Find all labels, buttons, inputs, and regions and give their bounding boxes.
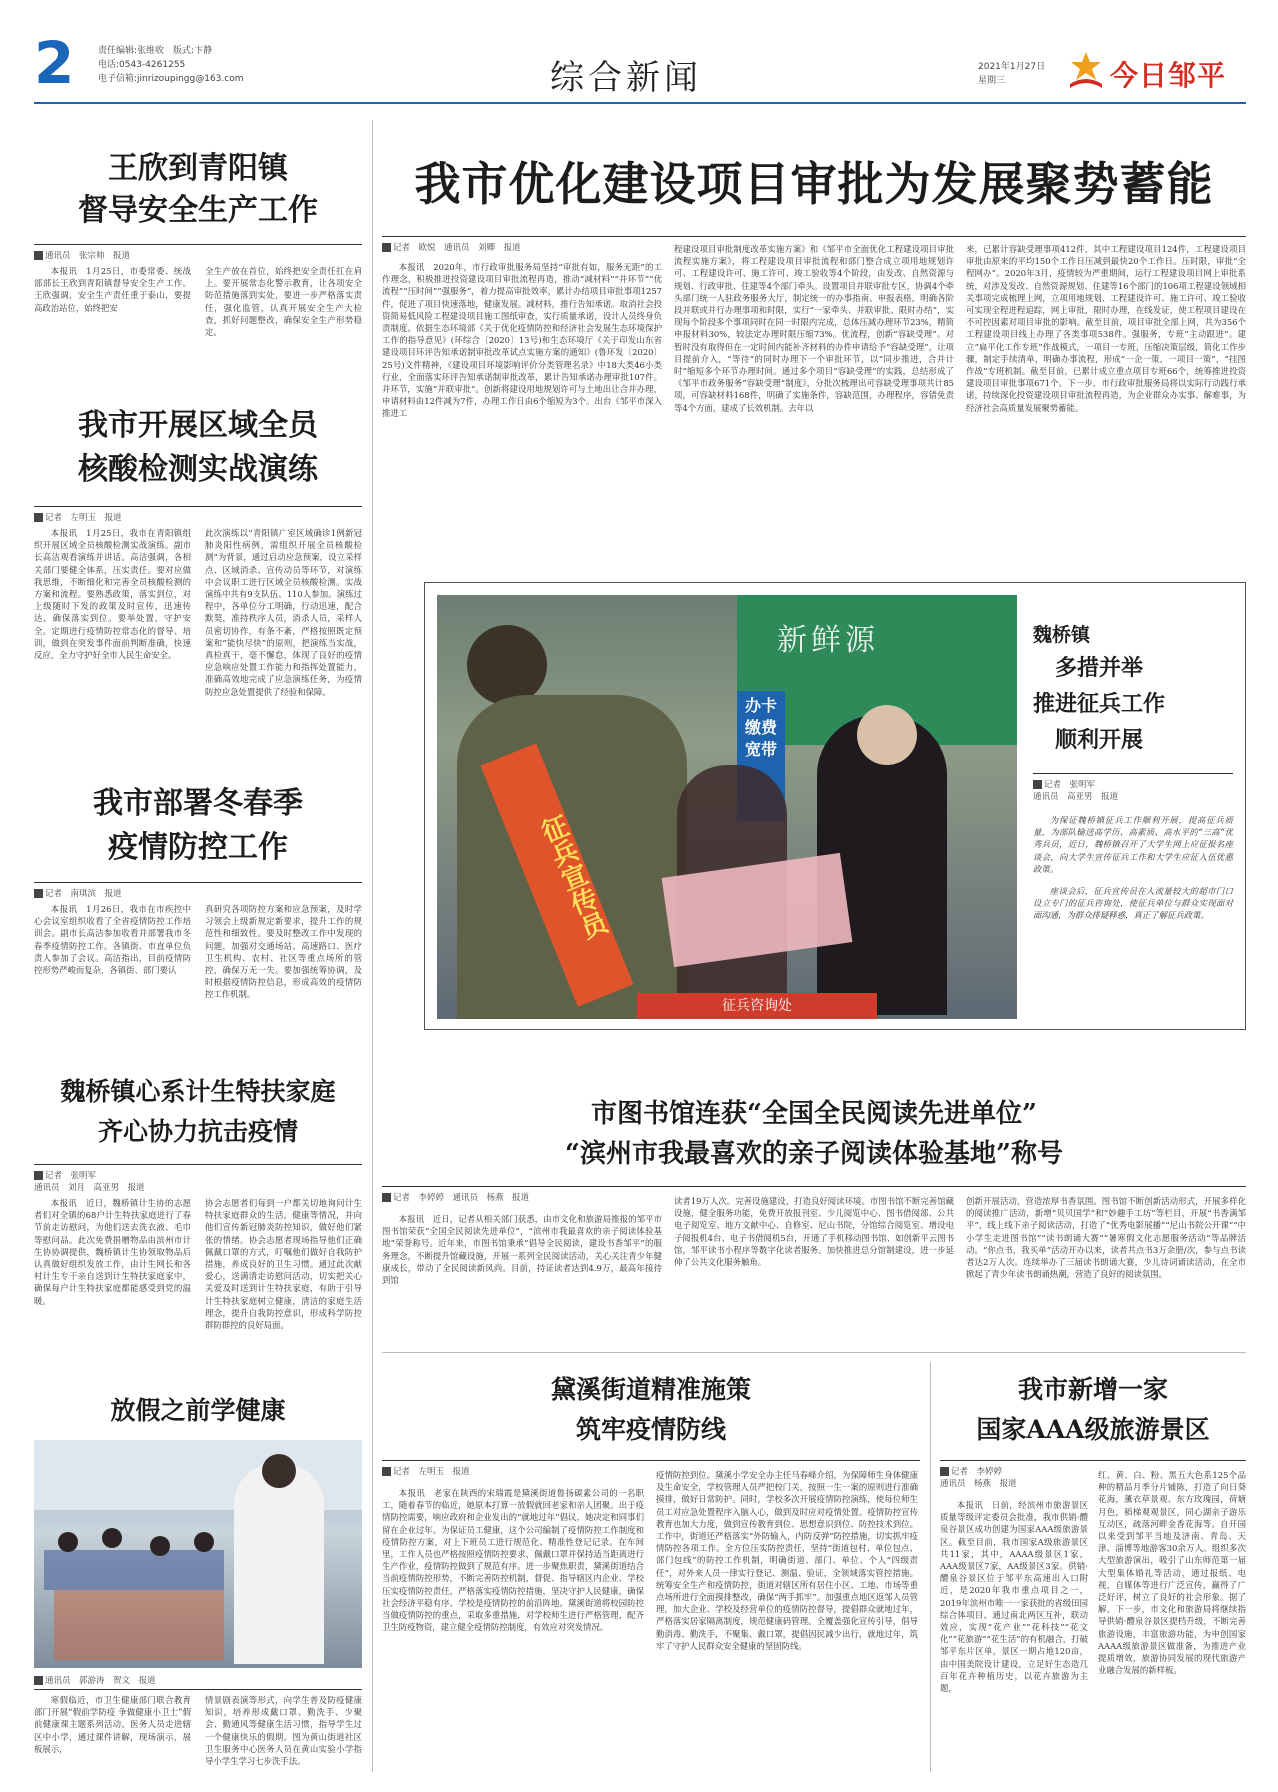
byline-text: 记者 左明玉 报道 [393, 1467, 470, 1477]
byline-tag-icon [34, 1676, 43, 1685]
column-divider [372, 120, 373, 1772]
article-body: 来，已累计容缺受理事项412件，其中工程建设项目124件，工程建设项目审批由原来的平均150个工作日压减到最快20个工作日。压时限，审批“全程网办”。2020年3月，疫情较为严重期间，运行工程建设项目网上审批系统，对涉及发改、自然资源规划、住建等16个部门的106项工程建设领域相关事项完成梳理上网，立项用地规划、工程建设许可、施工许可、竣工验收可实现全程进程追踪，网上审批，限时办理，在线发证，使工程项目建设在不可控因素对项目审批的影响。截至目前，项目审批全部上网，共为356个工程建设项目线上办理了各类事项538件。强服务，专班“主动跟进”。建立“扁平化工作专班”作战模式，一项目一专班，压缩决策层级，简化工作步骤，制定手续清单，明确办事流程，形成“一企一策，一项目一策”，“挂图作战”专班机制。截至目前，已累计成立重点项目专班66个，统筹推进投资建设项目审批事项671个。下一步，市行政审批服务局将以实际行动践行承诺，持续深化投资建设项目审批流程再造，为企业群众办实事、解难事，为经济社会高质量发展聚势蓄能。 [966, 244, 1246, 413]
article-title: 我市新增一家 [1017, 1375, 1168, 1404]
recruitment-feature-box [424, 582, 1246, 1030]
editor-info [98, 44, 243, 86]
recruitment-sash: 征兵宣传员 [480, 743, 633, 1007]
article-body: 创新开展活动，营造浓厚书香氛围。图书馆不断创新活动形式，开展多样化的阅读推广活动，新增“贝贝国学”和“妙趣手工坊”等栏目，开展“书香满邹平”，线上线下亲子阅读活动，打造了“优秀电影展播”“尼山书院公开课”“中小学生走进图书馆”“读书朗诵大赛”“暑寒假文化志愿服务活动”等品牌活动。“你点书，我买单”活动开办以来，读者共点书3万余册/次，参与点书读者达2万人次。连续举办了三届读书朗诵大赛，少儿诗词诵读活动，在全市掀起了青少年读书朗诵热潮，营造了良好的阅读氛围。 [966, 1196, 1246, 1280]
recruitment-photo [437, 595, 1017, 1019]
newspaper-logo [1066, 48, 1246, 94]
article-title: 齐心协力抗击疫情 [97, 1117, 298, 1146]
article-body: 红、黄、白、粉、黑五大色系125个品种的精品月季分片铺陈，打造了向日葵花海，薰衣草景观、东方玫瑰园，荷塘月色，稻梯观观景区，同心湖亲子游乐互动区，疏落河畔金香花海等。自开园以来受到邹平当地及济南、青岛、天津、淄博等地游客30余万人。组织多次大型旅游演出，吸引了山东师范第一届大型集体婚礼等活动，通过报纸、电视，自媒体等进行广泛宣传，赢得了广泛好评，树立了良好的社会形象。据了解，下一步，市文化和旅游局将继续指导供销·醴泉谷景区提档升级，不断完善旅游设施，丰富旅游功能，为申创国家AAAA级旅游景区做准备，为推进产业提质增效，旅游协同发展的现代旅游产业融合发展的新样板。 [1098, 1470, 1246, 1676]
article-title: 督导安全生产工作 [78, 193, 318, 228]
article-body: 本报讯 近日，魏桥镇计生协的志愿者们对全镇的68户计生特扶家庭进行了春节前走访慰问，为他们送去洗衣液、毛巾等慰问品。此次免费捐赠物品由滨州市计生协协调提供，魏桥镇计生协领取物品后认真做好组织发放工作，由计生网长和各村计生专干亲自送到计生特扶家庭家中，确保每户计生特扶家庭都能感受到党的温暖。 [34, 1198, 191, 1306]
phone-line: 电话:0543-4261255 [98, 60, 186, 70]
email-line: 电子信箱:jinrizoupingg@163.com [98, 74, 244, 84]
article-body: 本报讯 近日，记者从相关部门获悉，由市文化和旅游局推报的邹平市图书馆荣获“全国全民阅读先进单位”，“滨州市我最喜欢的亲子阅读体验基地”荣誉称号。近年来，市图书馆秉承“倡导全民阅读，建设书香邹平”的服务理念，不断提升馆藏设施，开展一系列全民阅读活动，关心关注青少年健康成长，带动了全民阅读新风尚。目前，持证读者达到4.9万，最高年接待到馆 [382, 1214, 662, 1286]
article-body: 本报讯 1月25日，我市在青阳镇组织开展区域全员核酸检测实战演练。副市长高洁观看演练并讲话。高洁强调，各相关部门要健全体系，压实责任。要对应做我思维，不断细化和完善全员核酸检测的方案和流程。要熟悉政策，落实到位，对上级随时下发的政策及时宣传，迅速传达，确保落实到位。要举处置，守护安全。定期进行疫情防控常态化的督导、培训，做到在突发事件面前判断准确，快速反应，全力守护好全市人民生命安全。 [34, 528, 191, 661]
byline-tag-icon [34, 1171, 43, 1180]
article-daixi-street [382, 1370, 920, 1652]
byline: 通讯员 杨燕 报道 [940, 1479, 1017, 1489]
editor-line: 责任编辑:张维收 版式:卞静 [98, 46, 213, 56]
logo-emblem-icon [1066, 48, 1106, 92]
article-body: 本报讯 日前，经滨州市旅游景区质量等级评定委员会批准，我市供销·醴泉谷景区成功创建为国家AAA级旅游景区。截至目前，我市国家A级旅游景区共11家，其中，AAAA级景区1家，AAA级景区7家，AA级景区3家。供销·醴泉谷景区位于邹平东高速出入口附近，是2020年我市重点项目之一，2019年滨州市唯一一家获批的省级田园综合体项目。通过南北两区互补，联动效应，实现“花产业”“花科技”“花文化”“花旅游”“花生活”的有机融合，打破邹平东片区单，景区一期占地120亩，由中国美院设计建设，立足好生态造几百年花卉种植历史，以花卉旅游为主题， [940, 1500, 1088, 1694]
article-body: 程建设项目审批制度改革实施方案》和《邹平市全面优化工程建设项目审批流程实施方案》，将工程建设项目审批流程和部门整合成立项用地规划许可、工程建设许可、施工许可、竣工验收等4个阶段，由发改、自然资源与规划、行政审批、住建等4个部门牵头。设置项目并联审批专区，协调4个牵头部门统一人驻政务服务大厅，制定统一的办事指南、申报表格，明确各阶段并联或并行办理事项和时限，实行“一家牵头、并联审批、限时办结”，实现每个阶段多个事项同时在同一时限内完成，总体压减办理环节23%，精简申报材料30%，较法定办理时限压缩73%。优流程，创新“容缺受理”。对暂时没有取得但在一定时间内能补齐材料的办件申请给予“容缺受理”，让项目提前介入，“等待”的同时办理下一个审批环节，以“同步推进，合并计时”缩短多个环节办理时间。通过多个项目“容缺受理”的实践，总结形成了《邹平市政务服务“容缺受理”制度》，分批次梳理出可容缺受理事项共计85项，可容缺材料168件，明确了实施条件，容缺范围，办理程序，容错免责等4个方面，建成了长效机制。去年以 [674, 244, 954, 413]
article-body: 本报讯 老家在陕西的宋瑞霞是黛溪街道鲁扬碳素公司的一名职工，随着春节的临近，她原本打算一放假就回老家和亲人团聚。出于疫情防控需要，响应政府和企业发出的“就地过年”倡议，她决定和同事们留在企业过年。为保证员工健康，这个公司编制了疫情防控工作制度和疫情防控方案，对上下班员工进行规范化、精准性登记记录。在车间里，工作人员也严格按照疫情防控要求，佩戴口罩并保持适当距离进行生产作业，疫情防控做到了规范有序。进一步聚焦职责，黛溪街道结合当前疫情防控形势，不断完善防控机制，督促、指导辖区内企业、学校压实疫情防控责任，严格落实疫情防控措施，坚决守护人民健康，确保社会经济平稳有序。学校是疫情防控的前沿阵地。黛溪街道将校园防控当做疫情防控的重点，采取多重措施，对学校师生进行严格管理，配齐卫生防疫物资，建立健全疫情防控制度，有效应对突发情况。 [382, 1488, 644, 1633]
byline-text: 通讯员 张宗帅 报道 [45, 251, 131, 261]
article-title: 疫情防控工作 [108, 830, 288, 865]
feature-title: 魏桥镇 [1033, 624, 1091, 646]
article-title: 王欣到青阳镇 [108, 151, 288, 186]
article-winter-epidemic [34, 782, 362, 1001]
article-body: 此次演练以“青阳镇广室区域确诊1例新冠肺炎阳性病例，需组织开展全员核酸检测”为背景，通过启动应急预案，设立采样点、区域消杀、宣传动员等环节，对演练中会议职工进行区域全员核酸检测。实战演练中共有9支队伍、110人参加。演练过程中，各单位分工明确，行动迅速，配合默契，准持秩序人员，消杀人员，采样人员密切协作，有条不紊，严格按照既定预案和“能快尽快”的原则，把演练当实战，真检真干，毫不懈怠，体现了良好的疫情应急响应处置工作能力和指挥处置能力，准确高效地完成了应急演练任务，为疫情防控应急处置提供了经验和保障。 [205, 528, 362, 697]
divider [1033, 773, 1233, 774]
byline-text: 记者 欧悦 通讯员 刘卿 报道 [393, 243, 521, 253]
feature-caption: 为保证魏桥镇征兵工作顺利开展，提高征兵质量，为部队输送高学历、高素质、高水平的“三高”优秀兵员，近日，魏桥镇召开了大学生网上应征报名座谈会，向大学生宣传征兵工作和大学生应征入伍优惠政策。 [1033, 815, 1233, 874]
issue-date: 2021年1月27日 [978, 62, 1046, 72]
divider [34, 882, 362, 883]
divider [34, 244, 362, 245]
classroom-photo [34, 1440, 362, 1668]
section-divider [382, 1352, 1246, 1353]
byline [34, 511, 362, 523]
article-title: 核酸检测实战演练 [78, 452, 318, 487]
byline-tag-icon [1033, 780, 1042, 789]
column-divider [930, 1362, 931, 1772]
date-info [978, 60, 1045, 88]
feature-title: 多措并举 [1055, 656, 1144, 681]
byline-tag-icon [34, 513, 43, 522]
feature-title: 顺利开展 [1055, 728, 1144, 753]
divider [34, 1164, 362, 1165]
article-library [382, 1094, 1246, 1286]
article-wangxin [34, 148, 362, 338]
article-title: 市图书馆连获“全国全民阅读先进单位” [591, 1099, 1037, 1129]
byline-text: 记者 张明军 [45, 1171, 97, 1181]
consult-table-sign: 征兵咨询处 [637, 993, 877, 1019]
logo-text: 今日邹平 [1110, 59, 1227, 92]
byline-text: 记者 左明玉 报道 [45, 513, 122, 523]
byline-tag-icon [34, 251, 43, 260]
byline-tag-icon [940, 1467, 949, 1476]
divider [382, 236, 1246, 237]
store-sign-pay: 缴费 [744, 718, 777, 737]
byline-tag-icon [382, 1193, 391, 1202]
header-rule [34, 102, 1246, 104]
article-title: 魏桥镇心系计生特扶家庭 [60, 1077, 336, 1106]
article-title: 黛溪街道精准施策 [550, 1375, 751, 1404]
section-title: 综合新闻 [550, 58, 702, 98]
byline-text: 记者 李婷婷 [951, 1467, 1003, 1477]
article-body: 本报讯 1月26日，我市在市疾控中心会议室组织收看了全省疫情防控工作培训会。副市长高洁参加收看并部署我市冬春季疫情防控工作。各镇街、市直单位负责人参加了会议。高洁指出，目前疫情防控形势严峻而复杂，各镇街、部门要认 [34, 904, 191, 976]
divider [382, 1186, 1246, 1187]
article-aaa-scenic [940, 1370, 1246, 1694]
article-nucleic-test [34, 404, 362, 698]
article-body: 读者19万人次。完善设施建设，打造良好阅读环境。市图书馆不断完善馆藏设施，健全服务功能，免费开放报刊室、少儿阅览中心、图书借阅部、公共电子阅览室、地方文献中心、自修室、尼山书院，分馆综合阅览室、增设电子阅报机4台、电子书借阅机5台，开通了手机移动图书馆、如创新平云图书馆，邹平读书小程序等数字化读者服务。加快推进总分馆制建设，进一步延伸了公共文化服务触角。 [674, 1196, 954, 1268]
byline [34, 887, 362, 899]
byline-tag-icon [382, 243, 391, 252]
article-title: “滨州市我最喜欢的亲子阅读体验基地”称号 [565, 1139, 1063, 1169]
byline-text: 记者 李婷婷 通讯员 杨燕 报道 [393, 1193, 530, 1203]
article-body: 疫情防控到位。黛溪小学安全办主任马春峰介绍，为保障师生身体健康及生命安全，学校管理人员严把校门关，按照一生一案的原则进行准确摸排，做好日常防护。同时，学校多次开展疫情防控演练，使每位师生员工对应急处置程序入脑入心，做到及时应对疫情处置。疫情防控宣传教育也加大力度，做到宣传教育到位、思想意识到位、防控技术到位。工作中，街道还严格落实“外防输入，内防反弹”防控措施，切实抓牢疫情防控各项工作。全方位压实防控责任，坚持“街道包村、单位包点、部门包线”的防控工作机制，明确街道、部门、单位、个人“四级责任”，对外来人员一律实行登记、测温、验证，全领域落实管控措施。统筹安全生产和疫情防控，街道对辖区所有居住小区、工地、市场等重点场所进行全面摸排整改，确保“两手抓牢”。加强重点地区返邹人员管理，加大企业、学校及经营单位的疫情防控督导，提倡群众就地过年，严格落实居家隔离制度，规范健康码管理。全覆盖强化宣传引导，倡导勤消毒、勤洗手，不聚集、戴口罩，提倡因民减少出行，就地过年，筑牢了守护人民群众安全健康的坚固防线。 [656, 1470, 918, 1651]
article-family-planning [34, 1072, 362, 1331]
store-sign: 新鲜源 [777, 623, 879, 658]
lead-headline: 我市优化建设项目审批为发展聚势蓄能 [414, 157, 1214, 211]
byline [34, 249, 362, 261]
divider [34, 506, 362, 507]
article-body: 本报讯 1月25日，市委常委、统战部部长王欣到青阳镇督导安全生产工作。王欣强调，安全生产责任重于泰山，要提高政治站位，始终把安 [34, 266, 191, 313]
article-title: 放假之前学健康 [110, 1396, 286, 1425]
divider [382, 1460, 920, 1461]
store-sign-card: 办卡 [744, 696, 777, 715]
divider [940, 1460, 1246, 1461]
article-lead-approval [382, 148, 1246, 420]
byline [1033, 778, 1233, 790]
feature-caption: 座谈会后，征兵宣传员在人流量较大的超市门口设立专门的征兵咨询处，使征兵单位与群众实现面对面沟通，为群众排疑释惑，真正了解征兵政策。 [1033, 886, 1233, 921]
divider [34, 1689, 362, 1690]
article-title: 我市部署冬春季 [93, 786, 303, 821]
article-title: 我市开展区域全员 [78, 408, 318, 443]
byline [34, 1674, 362, 1686]
photo-caption: 寒假临近，市卫生健康部门联合教育部门开展“假前学防疫 争做健康小卫士”假前健康课主题系列活动。医务人员走进辖区中小学，通过课件讲解，现场演示，展板展示， [34, 1695, 191, 1754]
article-body: 真研究各项防控方案和应急预案，及时学习领会上级新规定新要求，提升工作的规范性和细致性。要及时整改工作中发现的问题，加强对交通场站、高速路口、医疗卫生机构、农村、社区等重点场所的管控，确保万无一失。要加强统筹协调，及时根据疫情防控信息，形成高效的疫情防控工作机制。 [205, 904, 362, 1000]
byline-tag-icon [34, 889, 43, 898]
store-sign-broadband: 宽带 [744, 740, 777, 759]
article-title: 筑牢疫情防线 [575, 1415, 726, 1444]
photo-caption: 情景剧表演等形式，向学生普及防疫健康知识，培养形成戴口罩、勤洗手、少聚会、勤通风等健康生活习惯，指导学生过一个健康快乐的假期。图为黄山街道社区卫生服务中心医务人员在黄山实验小学指导小学生学习七步洗手法。 [205, 1695, 362, 1767]
article-title: 国家AAA级旅游景区 [976, 1415, 1210, 1444]
article-body: 协会志愿者们每到一户都关切地询问计生特扶家庭群众的生活，健康等情况，并向他们宣传新冠肺炎防控知识，做好他们紧张的情绪。协会志愿者现场指导他们正确佩戴口罩的方式，叮嘱他们做好自我防护措施，养成良好的卫生习惯。通过此次献爱心，送满清走访慰问活动，切实把关心关爱及时送到计生特扶家庭，有助于引导计生特扶家庭树立健康，清洁的家庭生活理念，提升自我防控意识，形成科学防控群防群控的良好局面。 [205, 1198, 362, 1331]
byline-text: 记者 南琪滨 报道 [45, 889, 122, 899]
byline: 通讯员 高亚男 报道 [1033, 792, 1119, 802]
byline: 通讯员 刘月 高亚男 报道 [34, 1183, 145, 1193]
byline-text: 通讯员 郭游涛 贺文 报道 [45, 1676, 156, 1686]
feature-title: 推进征兵工作 [1033, 692, 1166, 717]
article-pre-holiday-health [34, 1392, 362, 1767]
byline-tag-icon [382, 1467, 391, 1476]
byline-text: 记者 张明军 [1044, 780, 1096, 790]
byline [34, 1169, 362, 1181]
article-body: 全生产放在首位，始终把安全责任扛在肩上。要开展常态化警示教育，让各项安全防范措施落到实处，要进一步严格落实责任，强化监管，认真开展安全生产大检查，抓好问题整改，确保安全生产形势稳定。 [205, 266, 362, 338]
article-body: 本报讯 2020年，市行政审批服务局坚持“审批有如，服务无距”的工作理念，积极推进投资建设项目审批流程再造，推动“减材料”“并环节”“优流程”“压时间”“强服务”，着力提高审批效率，累计办结项目审批事项1257件，促进了项目快速落地，健康发展。减材料，推行告知承诺。取消社会投资简易低风险工程建设项目施工图纸审查，实行质量承诺，设计人员终身负责制度。依据生态环境部《关于优化疫情防控和经济社会发展生态环境保护工作的指导意见》(环综合〔2020〕13号)和生态环境厅《关于印发山东省建设项目环评告知承诺制审批改革试点实施方案的通知》(鲁环发〔2020〕25号)文件精神，《建设项目环境影响评价分类管理名录》中18大类46小类行业，全面落实环评告知承诺制审批改革，累计告知承诺办理审批107件。并环节，实施“并联审批”。创新将建设用地规划许可与土地出让合并办理，申请材料由12件减为7件，办理工作日由6个缩短为3个。出台《邹平市深入推进工 [382, 262, 662, 419]
issue-weekday: 星期三 [978, 76, 1006, 86]
page-number: 2 [34, 29, 75, 97]
